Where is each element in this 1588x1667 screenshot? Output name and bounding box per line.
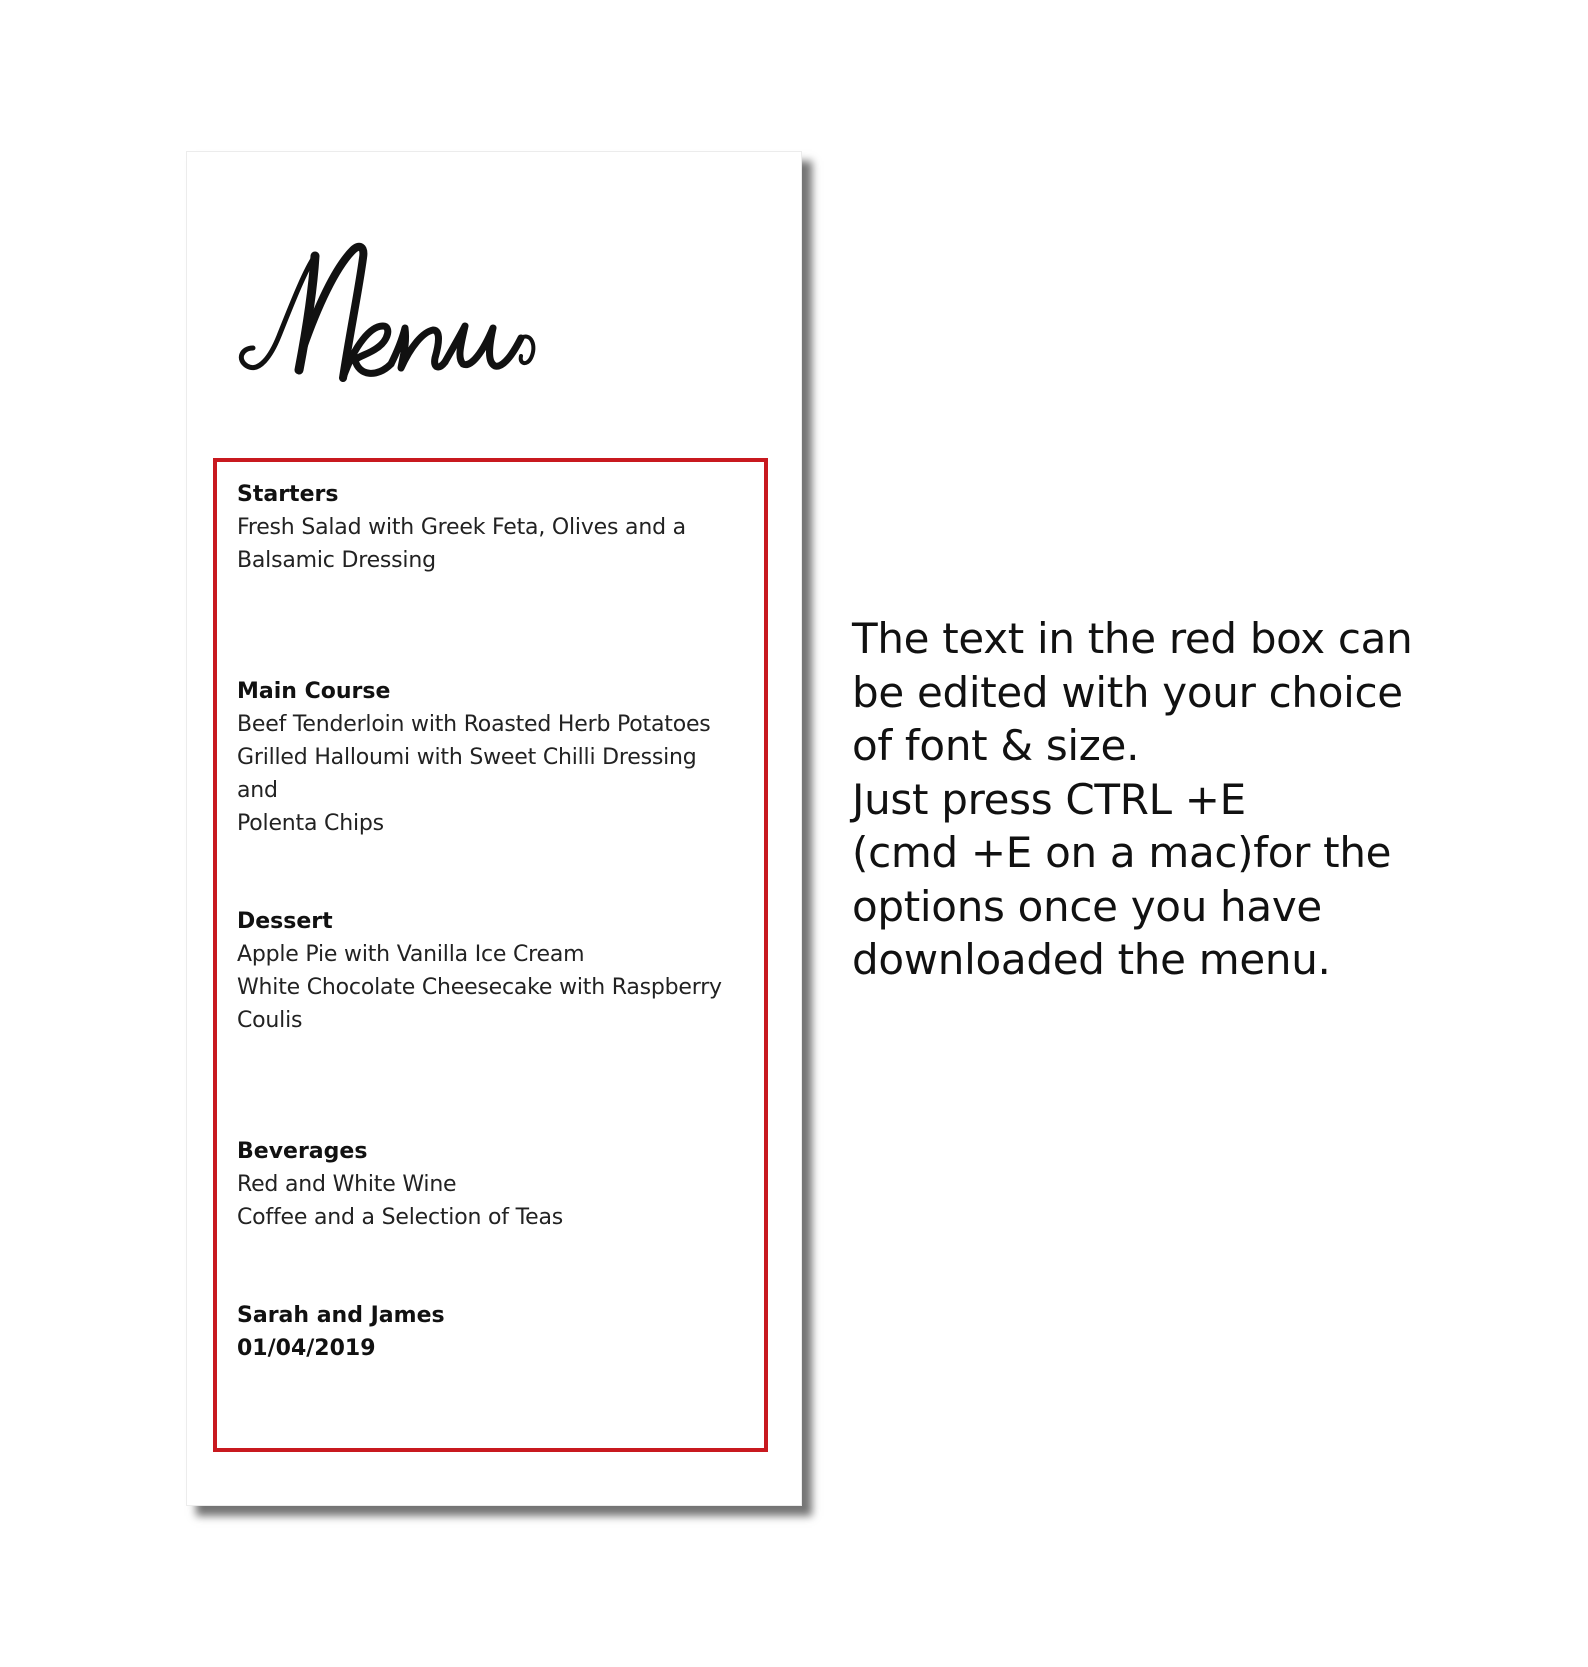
instructions-line: of font & size. [852,721,1140,770]
instructions-text [852,612,1552,987]
main-course-line: Grilled Halloumi with Sweet Chilli Dressing and [237,745,697,803]
instructions-line: be edited with your choice [852,667,1403,717]
dessert-line: Coulis [237,1008,303,1033]
section-beverages [237,1135,744,1234]
event-date: 01/04/2019 [237,1336,376,1361]
menu-script-logo [231,228,571,408]
section-dessert [237,905,744,1037]
section-title-main-course: Main Course [237,679,391,704]
menu-title-script [231,228,571,408]
menu-card [186,151,802,1506]
couple-names: Sarah and James [237,1303,445,1328]
editable-text-box [213,458,768,1452]
instructions-line: downloaded the menu. [852,935,1331,984]
dessert-line: Apple Pie with Vanilla Ice Cream [237,942,585,967]
starters-line: Fresh Salad with Greek Feta, Olives and a [237,515,686,540]
beverages-line: Red and White Wine [237,1172,457,1197]
section-title-starters: Starters [237,482,339,507]
section-title-beverages: Beverages [237,1139,368,1164]
instructions-line: options once you have [852,881,1322,931]
starters-line: Balsamic Dressing [237,548,436,573]
section-title-dessert: Dessert [237,909,333,934]
section-main-course [237,675,744,840]
main-course-line: Beef Tenderloin with Roasted Herb Potatoes [237,712,711,737]
beverages-line: Coffee and a Selection of Teas [237,1205,563,1230]
section-starters [237,478,744,577]
instructions-line: (cmd +E on a mac)for the [852,828,1392,877]
main-course-line: Polenta Chips [237,811,384,836]
dessert-line: White Chocolate Cheesecake with Raspberry [237,975,722,1000]
instructions-line: The text in the red box can [852,614,1413,663]
menu-footer [237,1299,744,1365]
instructions-line: Just press CTRL +E [852,774,1246,824]
